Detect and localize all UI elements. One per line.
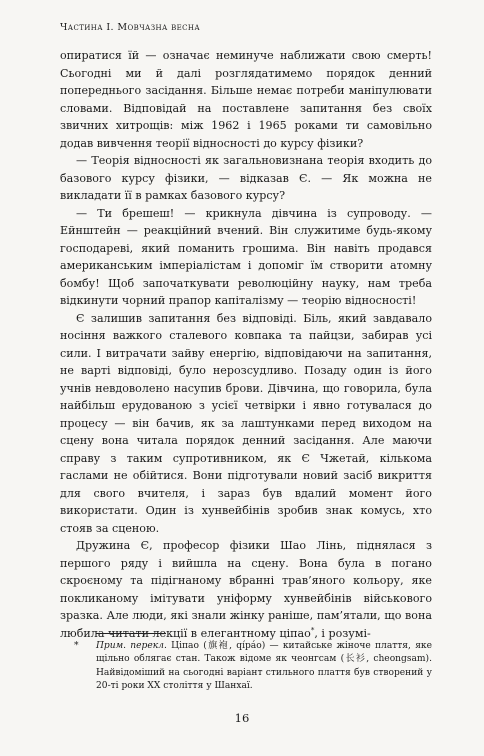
footnote-marker: * <box>74 641 79 651</box>
main-text <box>60 47 432 642</box>
footnote-reference: * <box>310 625 315 634</box>
footnote <box>74 640 433 693</box>
paragraph-tail: , і розумі- <box>314 626 371 640</box>
paragraph: опиратися їй — означає неминуче наближати свою смерть! Сьогодні ми й далі розглядатимемо порядок денний попереднього засідання. Більше немає потреби маніпулювати словами. Відповідай на поставлене запитання без своїх звичних хитрощів: між 1962 і 1965 роками ти самовільно додав вивчення теорії відносності до курсу фізики? <box>60 49 432 150</box>
footnote-text: Ціпао (旗袍, qípáo) — китайське жіноче плаття, яке щільно облягає стан. Також відоме як чеонгсам (长衫, cheongsam). Найвідоміший на сьогодні варіант стильного плаття був створений у 20-ті роки XX століття у Шанхаї. <box>96 641 433 691</box>
running-header: Частина I. Мовчазна весна <box>60 22 201 33</box>
paragraph: Є залишив запитання без відповіді. Біль, який завдавало носіння важкого сталевого ковпака та пайцзи, забирав усі сили. І витрачати зайву енергію, відповідаючи на запитання, не варті відповіді, було нерозсудливо. Позаду один із його учнів невдоволено насупив брови. Дівчина, що говорила, була найбільш ерудованою з усієї четвірки і явно готувалася до процесу — він бачив, як за лаштунками перед виходом на сцену вона читала порядок денний засідання. Але маючи справу з таким супротивником, як Є Чжетай, кількома гаслами не обійтися. Вони підготували новий засіб викриття для свого вчителя, і зараз був вдалий момент його використати. Один із хунвейбінів зробив знак комусь, хто стояв за сценою. <box>60 311 432 535</box>
paragraph: — Ти брешеш! — крикнула дівчина із супроводу. — Ейнштейн — реакційний вчений. Він служитиме будь-якому господареві, який поманить грошима. Він навіть продався американським імперіалістам і допоміг їм створити атомну бомбу! Щоб започаткувати революційну науку, нам треба відкинути чорний прапор капіталізму — теорію відносності! <box>60 206 432 307</box>
paragraph: — Теорія відносності як загальновизнана теорія входить до базового курсу фізики, — відказав Є. — Як можна не викладати її в рамках базового курсу? <box>60 154 432 202</box>
footnote-divider <box>96 633 166 634</box>
paragraph-text: Дружина Є, професор фізики Шао Лінь, піднялася з першого ряду і вийшла на сцену. Вона була в погано скроєному та підігнаному вбранні трав’яного кольору, яке покликаному імітувати уніформу хунвейбінів військового зразка. Але люди, які знали жінку раніше, пам’ятали, що вона любила читати лекції в елегантному ціпао <box>60 539 432 640</box>
paragraph <box>60 537 432 642</box>
footnote-label: Прим. перекл. <box>96 641 167 651</box>
page-number: 16 <box>234 711 250 725</box>
